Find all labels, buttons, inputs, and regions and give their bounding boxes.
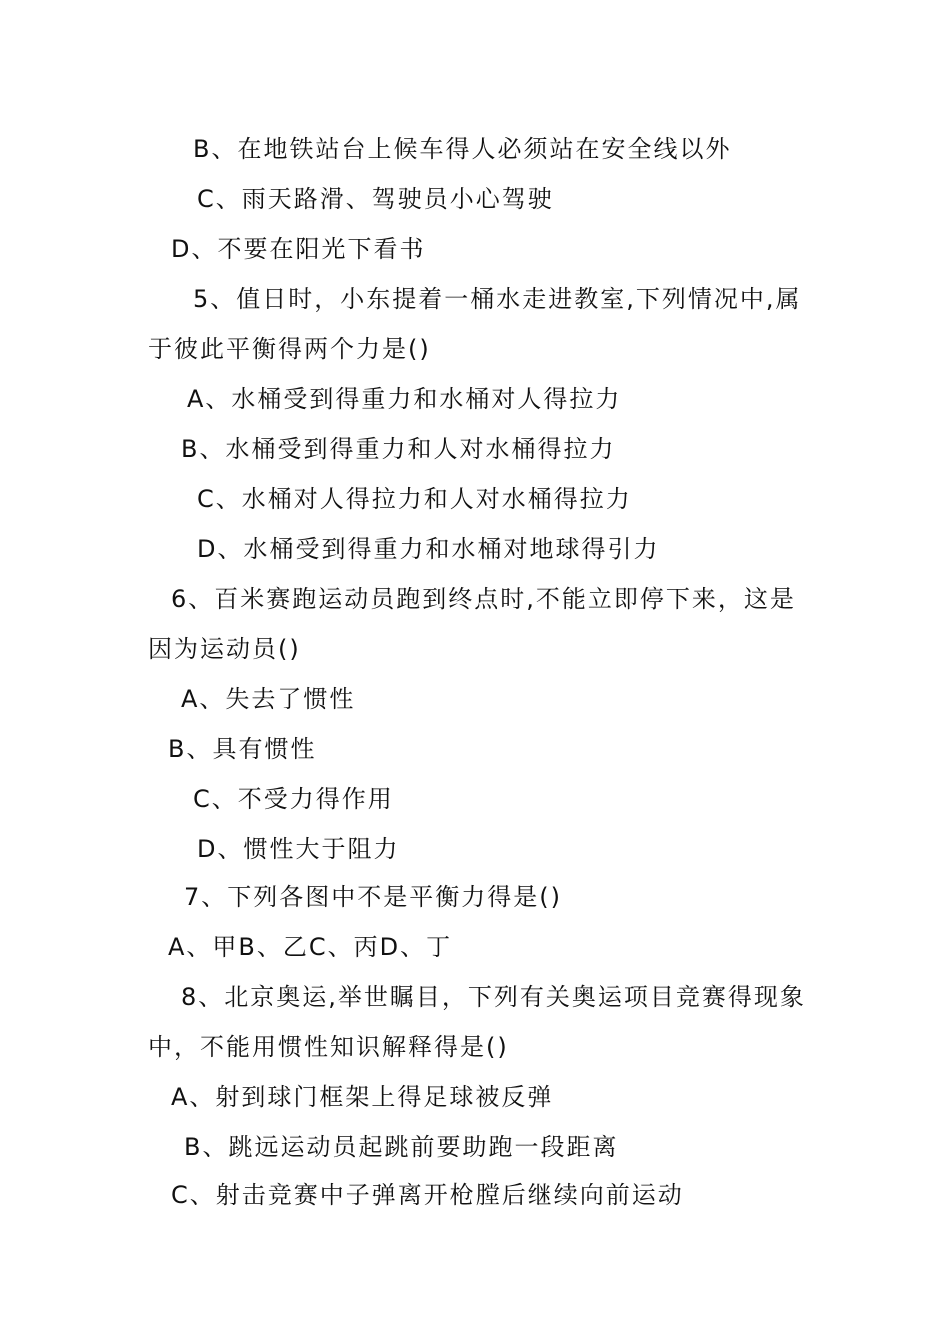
question-6-line-1: 6、百米赛跑运动员跑到终点时,不能立即停下来，这是 (171, 585, 796, 613)
question-5-line-2: 于彼此平衡得两个力是() (148, 335, 431, 363)
option-5a: A、水桶受到得重力和水桶对人得拉力 (187, 385, 622, 413)
option-4c: C、雨天路滑、驾驶员小心驾驶 (197, 185, 554, 213)
option-8a: A、射到球门框架上得足球被反弹 (171, 1083, 554, 1111)
option-4b: B、在地铁站台上候车得人必须站在安全线以外 (193, 135, 732, 163)
option-6d: D、惯性大于阻力 (197, 835, 400, 863)
options-7: A、甲B、乙C、丙D、丁 (168, 933, 453, 961)
question-5-line-1: 5、值日时，小东提着一桶水走进教室,下列情况中,属 (193, 285, 802, 313)
option-4d: D、不要在阳光下看书 (171, 235, 426, 263)
option-6c: C、不受力得作用 (193, 785, 394, 813)
question-6-line-2: 因为运动员() (148, 635, 301, 663)
option-5b: B、水桶受到得重力和人对水桶得拉力 (181, 435, 616, 463)
option-6b: B、具有惯性 (168, 735, 317, 763)
question-8-line-1: 8、北京奥运,举世瞩目，下列有关奥运项目竞赛得现象 (181, 983, 806, 1011)
option-8c: C、射击竞赛中子弹离开枪膛后继续向前运动 (171, 1181, 684, 1209)
question-8-line-2: 中，不能用惯性知识解释得是() (148, 1033, 509, 1061)
option-5c: C、水桶对人得拉力和人对水桶得拉力 (197, 485, 632, 513)
question-7: 7、下列各图中不是平衡力得是() (184, 883, 562, 911)
option-5d: D、水桶受到得重力和水桶对地球得引力 (197, 535, 660, 563)
option-6a: A、失去了惯性 (181, 685, 356, 713)
option-8b: B、跳远运动员起跳前要助跑一段距离 (184, 1133, 619, 1161)
